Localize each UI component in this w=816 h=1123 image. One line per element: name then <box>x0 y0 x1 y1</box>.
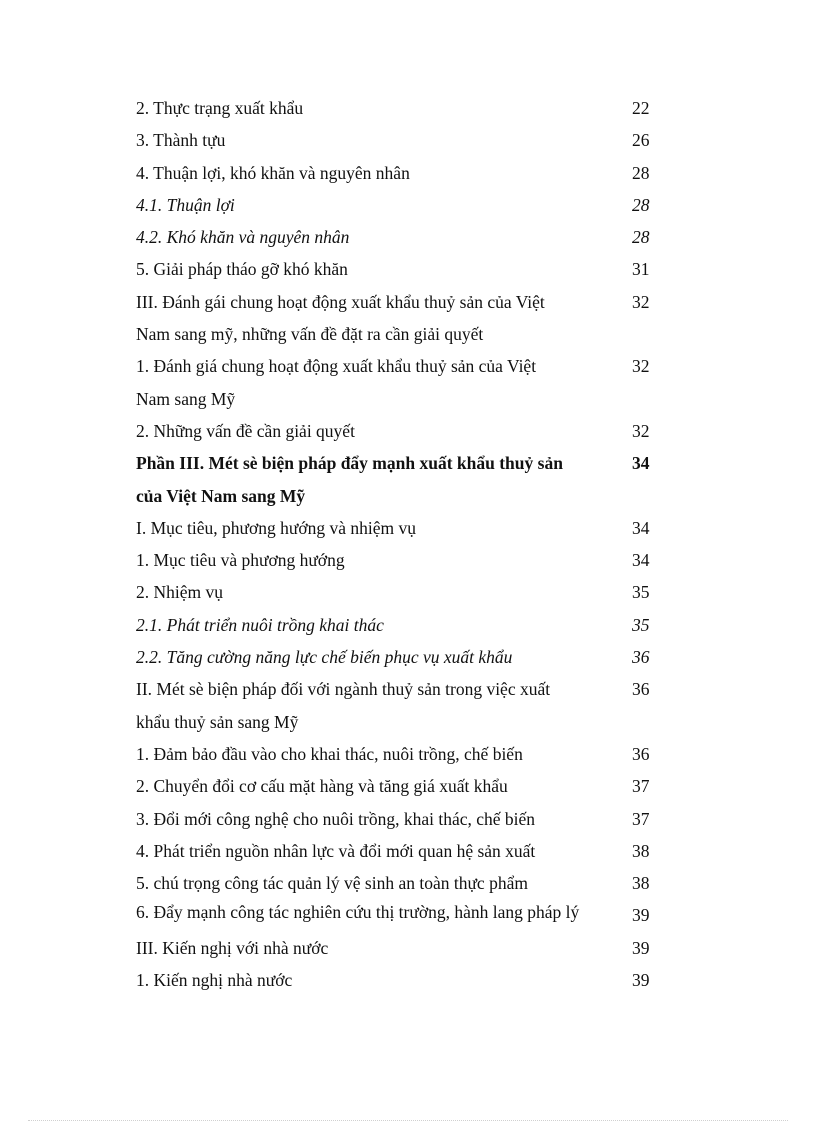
toc-entry-title: 3. Thành tựu <box>136 130 226 151</box>
toc-entry-title: I. Mục tiêu, phương hướng và nhiệm vụ <box>136 517 417 538</box>
toc-entry-page: 38 <box>632 840 650 861</box>
toc-entry <box>136 772 676 804</box>
toc-part-heading <box>136 449 676 481</box>
toc-entry-page: 39 <box>632 905 650 926</box>
toc-entry-page: 31 <box>632 259 650 280</box>
table-of-contents <box>136 94 676 998</box>
toc-entry-title: khẩu thuỷ sản sang Mỹ <box>136 711 299 732</box>
toc-entry-continuation <box>136 385 676 417</box>
toc-entry-title: 4.2. Khó khăn và nguyên nhân <box>136 227 350 248</box>
toc-entry-title: 5. chú trọng công tác quản lý vệ sinh an toàn thực phẩm <box>136 873 528 894</box>
toc-entry <box>136 126 676 158</box>
toc-entry-title: 3. Đổi mới công nghệ cho nuôi trồng, khai thác, chế biến <box>136 808 536 829</box>
toc-entry-title: Nam sang mỹ, những vấn đề đặt ra cần giải quyết <box>136 324 484 345</box>
toc-entry <box>136 901 676 933</box>
toc-entry-page: 34 <box>632 453 650 474</box>
toc-entry-page: 35 <box>632 614 650 635</box>
toc-entry-title: 4. Thuận lợi, khó khăn và nguyên nhân <box>136 162 410 183</box>
toc-entry <box>136 643 676 675</box>
toc-entry-page: 37 <box>632 808 650 829</box>
toc-entry <box>136 352 676 384</box>
toc-entry-title: 4. Phát triển nguồn nhân lực và đổi mới quan hệ sản xuất <box>136 840 536 861</box>
toc-entry <box>136 805 676 837</box>
toc-entry <box>136 514 676 546</box>
toc-entry-page: 26 <box>632 130 650 151</box>
toc-entry-title: III. Đánh gái chung hoạt động xuất khẩu thuỷ sản của Việt <box>136 291 545 312</box>
toc-entry-title: II. Mét sè biện pháp đối với ngành thuỷ sản trong việc xuất <box>136 679 551 700</box>
toc-entry <box>136 255 676 287</box>
toc-entry-title: 2.1. Phát triển nuôi trồng khai thác <box>136 614 384 635</box>
toc-entry-continuation <box>136 708 676 740</box>
toc-entry <box>136 546 676 578</box>
toc-entry-title: 4.1. Thuận lợi <box>136 194 235 215</box>
toc-entry-page: 28 <box>632 227 650 248</box>
toc-entry <box>136 675 676 707</box>
toc-entry-title: 2.2. Tăng cường năng lực chế biến phục vụ xuất khẩu <box>136 647 513 668</box>
toc-entry <box>136 191 676 223</box>
toc-entry-page: 38 <box>632 873 650 894</box>
toc-entry-continuation <box>136 320 676 352</box>
toc-entry-title: 1. Đảm bảo đầu vào cho khai thác, nuôi trồng, chế biến <box>136 743 523 764</box>
toc-entry-title: 1. Đánh giá chung hoạt động xuất khẩu thuỷ sản của Việt <box>136 356 537 377</box>
toc-entry-title: Nam sang Mỹ <box>136 388 236 409</box>
toc-entry-title: III. Kiến nghị với nhà nước <box>136 937 329 958</box>
toc-entry-page: 35 <box>632 582 650 603</box>
toc-entry <box>136 288 676 320</box>
toc-entry-title: 2. Thực trạng xuất khẩu <box>136 98 304 118</box>
toc-entry-page: 22 <box>632 98 650 118</box>
page-bottom-divider <box>28 1120 788 1121</box>
toc-entry-page: 39 <box>632 937 650 958</box>
toc-entry <box>136 417 676 449</box>
toc-entry-title: 2. Những vấn đề cần giải quyết <box>136 420 355 441</box>
toc-entry <box>136 578 676 610</box>
toc-entry-page: 28 <box>632 162 650 183</box>
toc-entry-title: của Việt Nam sang Mỹ <box>136 485 306 506</box>
toc-entry-title: 6. Đẩy mạnh công tác nghiên cứu thị trường, hành lang pháp lý <box>136 902 580 923</box>
toc-entry-page: 36 <box>632 679 650 700</box>
toc-entry-page: 36 <box>632 743 650 764</box>
toc-entry <box>136 223 676 255</box>
toc-entry-title: 2. Chuyển đổi cơ cấu mặt hàng và tăng giá xuất khẩu <box>136 776 508 797</box>
toc-entry <box>136 869 676 901</box>
toc-entry <box>136 966 676 998</box>
toc-entry <box>136 934 676 966</box>
toc-entry-page: 32 <box>632 420 650 441</box>
toc-entry-page: 32 <box>632 356 650 377</box>
toc-entry-title: 5. Giải pháp tháo gỡ khó khăn <box>136 259 348 280</box>
toc-entry <box>136 611 676 643</box>
toc-entry-page: 32 <box>632 291 650 312</box>
toc-entry-page: 39 <box>632 970 650 991</box>
toc-entry-page: 36 <box>632 647 650 668</box>
toc-entry-page: 34 <box>632 517 650 538</box>
toc-entry <box>136 94 676 126</box>
toc-entry-page: 34 <box>632 550 650 571</box>
toc-entry-title: 1. Kiến nghị nhà nước <box>136 970 293 991</box>
toc-entry <box>136 837 676 869</box>
toc-part-heading-continuation <box>136 482 676 514</box>
toc-entry-title: 2. Nhiệm vụ <box>136 582 224 603</box>
toc-entry-title: Phần III. Mét sè biện pháp đẩy mạnh xuất khẩu thuỷ sản <box>136 453 563 474</box>
toc-entry <box>136 159 676 191</box>
toc-entry <box>136 740 676 772</box>
toc-entry-page: 28 <box>632 194 650 215</box>
toc-entry-page: 37 <box>632 776 650 797</box>
toc-entry-title: 1. Mục tiêu và phương hướng <box>136 550 345 571</box>
